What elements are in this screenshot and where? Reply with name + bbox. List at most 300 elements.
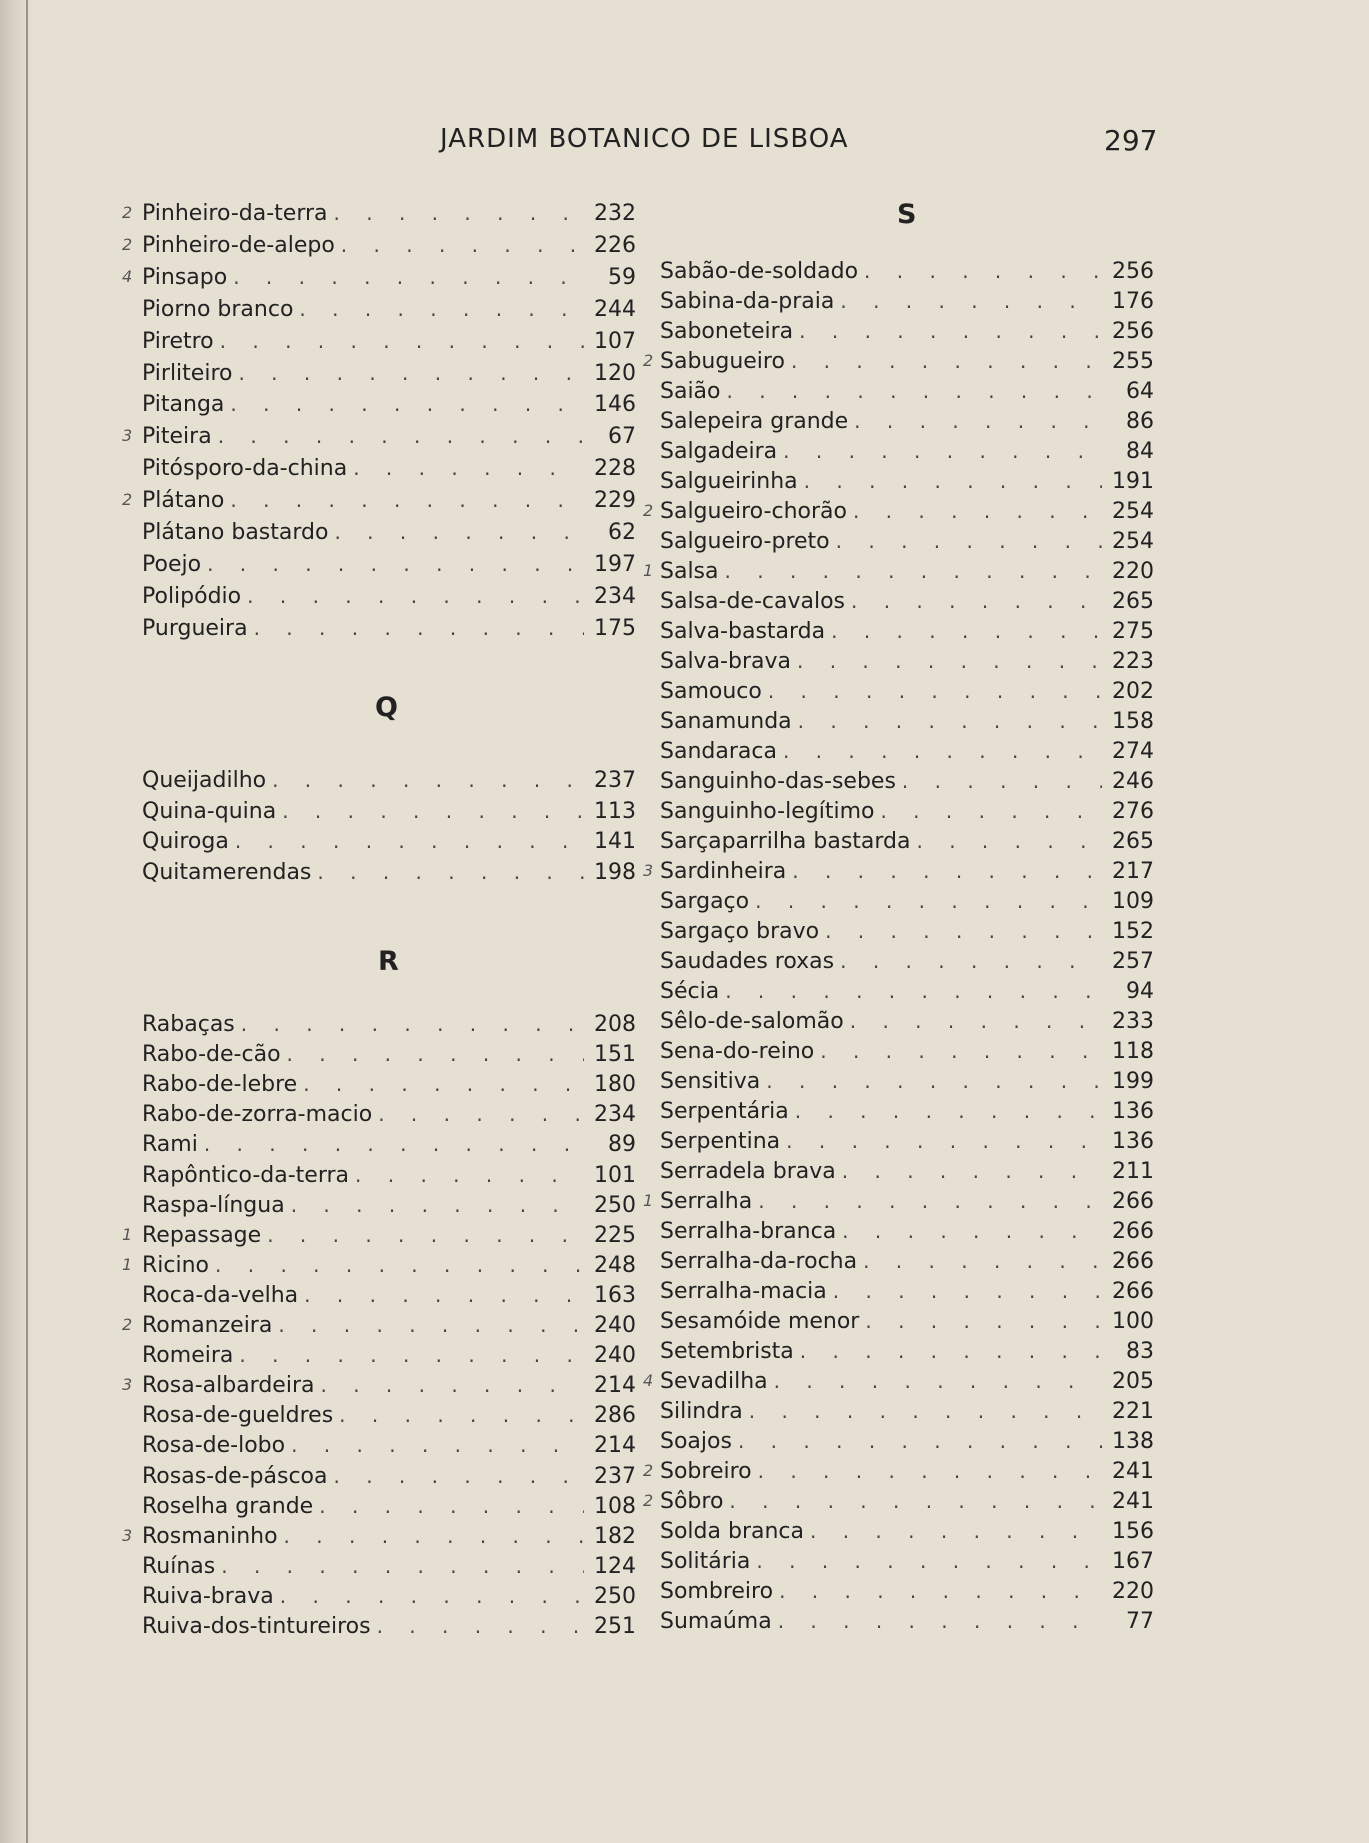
dot-leader <box>233 263 584 291</box>
index-entry <box>660 1247 1154 1275</box>
dot-leader <box>235 827 584 855</box>
entry-page-number: 226 <box>594 233 636 258</box>
entry-name: Salgueirinha <box>660 469 798 494</box>
entry-page-number: 240 <box>594 1343 636 1368</box>
entry-page-number: 118 <box>1112 1039 1154 1064</box>
index-entry <box>660 317 1154 345</box>
entry-name: Pirliteiro <box>142 361 233 386</box>
entry-name: Soajos <box>660 1429 732 1454</box>
margin-annotation: 3 <box>122 1375 133 1394</box>
dot-leader <box>854 407 1102 435</box>
entry-name: Rabaças <box>142 1012 235 1037</box>
entry-name: Sôbro <box>660 1489 724 1514</box>
index-entry <box>142 390 636 418</box>
entry-page-number: 221 <box>1112 1399 1154 1424</box>
dot-leader <box>729 1487 1102 1515</box>
dot-leader <box>247 582 584 610</box>
entry-page-number: 250 <box>594 1193 636 1218</box>
index-entry <box>142 486 636 514</box>
entry-page-number: 191 <box>1112 469 1154 494</box>
page-number: 297 <box>1104 124 1158 157</box>
entry-name: Roca-da-velha <box>142 1283 299 1308</box>
dot-leader <box>804 467 1102 495</box>
entry-name: Serpentária <box>660 1099 789 1124</box>
entry-name: Roselha grande <box>142 1494 314 1519</box>
entry-page-number: 180 <box>594 1072 636 1097</box>
entry-page-number: 64 <box>1126 379 1154 404</box>
index-entry <box>660 1277 1154 1305</box>
margin-annotation: 1 <box>643 1191 654 1210</box>
entry-name: Sécia <box>660 979 720 1004</box>
margin-annotation: 3 <box>122 426 133 445</box>
dot-leader <box>355 1161 584 1189</box>
entry-page-number: 202 <box>1112 679 1154 704</box>
dot-leader <box>378 1100 584 1128</box>
entry-name: Rabo-de-lebre <box>142 1072 298 1097</box>
entry-name: Ruínas <box>142 1554 216 1579</box>
entry-name: Ricino <box>142 1253 210 1278</box>
entry-page-number: 241 <box>1112 1459 1154 1484</box>
margin-annotation: 1 <box>643 561 654 580</box>
entry-page-number: 265 <box>1112 829 1154 854</box>
margin-annotation: 4 <box>122 267 133 286</box>
dot-leader <box>207 550 584 578</box>
index-entry <box>142 1582 636 1610</box>
dot-leader <box>304 1281 584 1309</box>
entry-name: Polipódio <box>142 584 242 609</box>
entry-name: Romeira <box>142 1343 234 1368</box>
entry-page-number: 107 <box>594 329 636 354</box>
binding-line <box>26 0 28 1843</box>
dot-leader <box>833 1277 1102 1305</box>
dot-leader <box>230 486 584 514</box>
entry-page-number: 232 <box>594 201 636 226</box>
dot-leader <box>218 422 584 450</box>
entry-page-number: 225 <box>594 1223 636 1248</box>
dot-leader <box>725 977 1102 1005</box>
index-entry <box>142 1311 636 1339</box>
section-letter-r: R <box>378 946 399 977</box>
index-entry <box>142 827 636 855</box>
entry-page-number: 211 <box>1112 1159 1154 1184</box>
index-entry <box>660 707 1154 735</box>
entry-page-number: 109 <box>1112 889 1154 914</box>
entry-name: Quitamerendas <box>142 860 312 885</box>
dot-leader <box>842 1217 1102 1245</box>
entry-page-number: 94 <box>1126 979 1154 1004</box>
dot-leader <box>353 454 584 482</box>
index-entry <box>142 518 636 546</box>
dot-leader <box>749 1397 1102 1425</box>
dot-leader <box>880 797 1102 825</box>
entry-name: Piteira <box>142 424 212 449</box>
entry-name: Rabo-de-zorra-macio <box>142 1102 373 1127</box>
entry-page-number: 138 <box>1112 1429 1154 1454</box>
index-entry <box>660 1607 1154 1635</box>
entry-name: Sobreiro <box>660 1459 752 1484</box>
dot-leader <box>864 257 1102 285</box>
entry-name: Serralha-branca <box>660 1219 837 1244</box>
entry-page-number: 86 <box>1126 409 1154 434</box>
entry-name: Sandaraca <box>660 739 777 764</box>
margin-annotation: 2 <box>643 1491 654 1510</box>
margin-annotation: 2 <box>122 490 133 509</box>
dot-leader <box>727 377 1103 405</box>
entry-page-number: 120 <box>594 361 636 386</box>
index-entry <box>660 587 1154 615</box>
entry-page-number: 101 <box>594 1163 636 1188</box>
dot-leader <box>865 1307 1102 1335</box>
dot-leader <box>836 527 1102 555</box>
entry-name: Sevadilha <box>660 1369 768 1394</box>
index-entry <box>142 1401 636 1429</box>
entry-page-number: 146 <box>594 392 636 417</box>
entry-page-number: 237 <box>594 768 636 793</box>
entry-page-number: 100 <box>1112 1309 1154 1334</box>
index-entry <box>142 1281 636 1309</box>
dot-leader <box>278 1311 584 1339</box>
entry-page-number: 240 <box>594 1313 636 1338</box>
entry-page-number: 234 <box>594 584 636 609</box>
entry-page-number: 266 <box>1112 1279 1154 1304</box>
entry-page-number: 220 <box>1112 1579 1154 1604</box>
entry-name: Rapôntico-da-terra <box>142 1163 350 1188</box>
dot-leader <box>820 1037 1102 1065</box>
entry-page-number: 251 <box>594 1614 636 1639</box>
index-entry <box>142 1221 636 1249</box>
index-entry <box>142 1612 636 1640</box>
entry-page-number: 113 <box>594 799 636 824</box>
entry-name: Sabão-de-soldado <box>660 259 859 284</box>
entry-name: Serralha-macia <box>660 1279 827 1304</box>
entry-name: Saudades roxas <box>660 949 835 974</box>
dot-leader <box>853 497 1102 525</box>
entry-page-number: 199 <box>1112 1069 1154 1094</box>
index-entry <box>660 1097 1154 1125</box>
index-entry <box>660 677 1154 705</box>
index-entry <box>142 582 636 610</box>
dot-leader <box>215 1251 584 1279</box>
entry-page-number: 266 <box>1112 1249 1154 1274</box>
index-entry <box>142 1070 636 1098</box>
entry-page-number: 108 <box>594 1494 636 1519</box>
entry-page-number: 266 <box>1112 1219 1154 1244</box>
entry-name: Setembrista <box>660 1339 794 1364</box>
margin-annotation: 2 <box>122 203 133 222</box>
entry-page-number: 229 <box>594 488 636 513</box>
dot-leader <box>840 287 1102 315</box>
entry-name: Sanamunda <box>660 709 792 734</box>
dot-leader <box>377 1612 584 1640</box>
entry-page-number: 286 <box>594 1403 636 1428</box>
dot-leader <box>850 1007 1102 1035</box>
index-entry <box>142 422 636 450</box>
entry-page-number: 208 <box>594 1012 636 1037</box>
entry-name: Sombreiro <box>660 1579 774 1604</box>
dot-leader <box>220 327 584 355</box>
entry-page-number: 234 <box>594 1102 636 1127</box>
dot-leader <box>230 390 584 418</box>
index-entry <box>142 1462 636 1490</box>
entry-page-number: 246 <box>1112 769 1154 794</box>
index-entry <box>142 1191 636 1219</box>
index-entry <box>142 263 636 291</box>
dot-leader <box>798 707 1102 735</box>
dot-leader <box>786 1127 1102 1155</box>
entry-name: Sarçaparrilha bastarda <box>660 829 911 854</box>
entry-name: Pitanga <box>142 392 225 417</box>
dot-leader <box>863 1247 1102 1275</box>
index-entry <box>660 617 1154 645</box>
entry-page-number: 182 <box>594 1524 636 1549</box>
entry-name: Saião <box>660 379 721 404</box>
page-binding-shadow <box>0 0 34 1843</box>
dot-leader <box>334 199 584 227</box>
margin-annotation: 2 <box>643 501 654 520</box>
entry-page-number: 217 <box>1112 859 1154 884</box>
index-entry <box>660 467 1154 495</box>
entry-page-number: 84 <box>1126 439 1154 464</box>
entry-page-number: 276 <box>1112 799 1154 824</box>
entry-page-number: 67 <box>608 424 636 449</box>
dot-leader <box>756 1547 1102 1575</box>
dot-leader <box>291 1431 584 1459</box>
margin-annotation: 1 <box>122 1225 133 1244</box>
entry-page-number: 254 <box>1112 499 1154 524</box>
running-header-title: JARDIM BOTANICO DE LISBOA <box>440 124 849 154</box>
entry-name: Sumaúma <box>660 1609 772 1634</box>
dot-leader <box>334 1462 585 1490</box>
entry-page-number: 136 <box>1112 1129 1154 1154</box>
entry-name: Romanzeira <box>142 1313 273 1338</box>
entry-name: Sardinheira <box>660 859 787 884</box>
dot-leader <box>917 827 1103 855</box>
margin-annotation: 2 <box>643 1461 654 1480</box>
index-entry <box>142 1161 636 1189</box>
dot-leader <box>267 1221 584 1249</box>
dot-leader <box>840 947 1102 975</box>
entry-page-number: 256 <box>1112 259 1154 284</box>
index-entry <box>660 437 1154 465</box>
index-entry <box>660 497 1154 525</box>
entry-name: Quina-quina <box>142 799 277 824</box>
margin-annotation: 1 <box>122 1255 133 1274</box>
dot-leader <box>792 857 1102 885</box>
entry-page-number: 254 <box>1112 529 1154 554</box>
index-entry <box>660 767 1154 795</box>
entry-page-number: 265 <box>1112 589 1154 614</box>
entry-name: Pinheiro-de-alepo <box>142 233 335 258</box>
entry-name: Rosa-de-gueldres <box>142 1403 334 1428</box>
entry-name: Poejo <box>142 552 202 577</box>
entry-page-number: 136 <box>1112 1099 1154 1124</box>
index-entry <box>660 647 1154 675</box>
index-entry <box>660 1037 1154 1065</box>
index-entry <box>660 947 1154 975</box>
entry-name: Rosa-albardeira <box>142 1373 315 1398</box>
entry-name: Pinsapo <box>142 265 228 290</box>
entry-page-number: 158 <box>1112 709 1154 734</box>
entry-name: Saboneteira <box>660 319 794 344</box>
entry-name: Sabugueiro <box>660 349 785 374</box>
entry-name: Sena-do-reino <box>660 1039 815 1064</box>
index-entry <box>660 1307 1154 1335</box>
index-entry <box>660 917 1154 945</box>
entry-name: Salva-brava <box>660 649 791 674</box>
index-entry <box>142 1431 636 1459</box>
entry-page-number: 266 <box>1112 1189 1154 1214</box>
dot-leader <box>768 677 1102 705</box>
index-entry <box>660 1427 1154 1455</box>
entry-name: Salgueiro-preto <box>660 529 830 554</box>
margin-annotation: 3 <box>122 1526 133 1545</box>
entry-page-number: 176 <box>1112 289 1154 314</box>
entry-name: Sargaço <box>660 889 750 914</box>
entry-name: Salgadeira <box>660 439 778 464</box>
dot-leader <box>851 587 1102 615</box>
dot-leader <box>738 1427 1102 1455</box>
dot-leader <box>842 1157 1102 1185</box>
index-entry <box>660 887 1154 915</box>
index-entry <box>142 1010 636 1038</box>
entry-page-number: 220 <box>1112 559 1154 584</box>
entry-page-number: 244 <box>594 297 636 322</box>
dot-leader <box>783 737 1102 765</box>
section-letter-s: S <box>897 199 917 230</box>
dot-leader <box>319 1492 584 1520</box>
index-entry <box>660 1217 1154 1245</box>
index-entry <box>142 614 636 642</box>
index-entry <box>660 1127 1154 1155</box>
dot-leader <box>280 1582 584 1610</box>
entry-name: Salva-bastarda <box>660 619 826 644</box>
index-entry <box>660 407 1154 435</box>
entry-name: Serpentina <box>660 1129 781 1154</box>
index-entry <box>142 1371 636 1399</box>
entry-name: Ruiva-dos-tintureiros <box>142 1614 371 1639</box>
entry-name: Rabo-de-cão <box>142 1042 281 1067</box>
entry-page-number: 250 <box>594 1584 636 1609</box>
index-entry <box>660 1577 1154 1605</box>
index-entry <box>660 1457 1154 1485</box>
index-entry <box>660 1337 1154 1365</box>
dot-leader <box>783 437 1102 465</box>
entry-page-number: 151 <box>594 1042 636 1067</box>
entry-name: Plátano bastardo <box>142 520 329 545</box>
entry-name: Sensitiva <box>660 1069 761 1094</box>
index-entry <box>660 377 1154 405</box>
index-entry <box>660 737 1154 765</box>
index-entry <box>142 359 636 387</box>
index-entry <box>660 257 1154 285</box>
index-entry <box>142 231 636 259</box>
index-entry <box>142 454 636 482</box>
entry-name: Piretro <box>142 329 214 354</box>
entry-page-number: 163 <box>594 1283 636 1308</box>
index-entry <box>660 1397 1154 1425</box>
index-entry <box>660 1517 1154 1545</box>
dot-leader <box>221 1552 584 1580</box>
dot-leader <box>254 614 584 642</box>
index-entry <box>142 327 636 355</box>
dot-leader <box>339 1401 584 1429</box>
entry-page-number: 214 <box>594 1373 636 1398</box>
index-entry <box>660 527 1154 555</box>
entry-page-number: 175 <box>594 616 636 641</box>
index-entry <box>142 1492 636 1520</box>
entry-name: Sargaço bravo <box>660 919 820 944</box>
dot-leader <box>272 766 584 794</box>
entry-page-number: 223 <box>1112 649 1154 674</box>
entry-page-number: 59 <box>608 265 636 290</box>
entry-name: Rosas-de-páscoa <box>142 1464 328 1489</box>
index-entry <box>660 1547 1154 1575</box>
entry-page-number: 141 <box>594 829 636 854</box>
dot-leader <box>800 1337 1102 1365</box>
entry-page-number: 275 <box>1112 619 1154 644</box>
dot-leader <box>902 767 1102 795</box>
dot-leader <box>287 1040 584 1068</box>
entry-page-number: 214 <box>594 1433 636 1458</box>
entry-page-number: 205 <box>1112 1369 1154 1394</box>
entry-name: Serradela brava <box>660 1159 836 1184</box>
entry-page-number: 83 <box>1126 1339 1154 1364</box>
entry-name: Silindra <box>660 1399 743 1424</box>
dot-leader <box>779 1577 1102 1605</box>
entry-name: Serralha-da-rocha <box>660 1249 858 1274</box>
entry-name: Raspa-língua <box>142 1193 285 1218</box>
dot-leader <box>239 1341 584 1369</box>
dot-leader <box>778 1607 1102 1635</box>
entry-page-number: 89 <box>608 1132 636 1157</box>
dot-leader <box>791 347 1102 375</box>
index-entry <box>660 347 1154 375</box>
entry-page-number: 77 <box>1126 1609 1154 1634</box>
dot-leader <box>320 1371 584 1399</box>
index-entry <box>660 287 1154 315</box>
entry-name: Salgueiro-chorão <box>660 499 847 524</box>
dot-leader <box>238 359 584 387</box>
entry-name: Sesamóide menor <box>660 1309 860 1334</box>
dot-leader <box>766 1067 1102 1095</box>
dot-leader <box>282 797 584 825</box>
dot-leader <box>758 1457 1102 1485</box>
entry-name: Sanguinho-legítimo <box>660 799 875 824</box>
index-entry <box>660 1157 1154 1185</box>
entry-name: Sanguinho-das-sebes <box>660 769 896 794</box>
dot-leader <box>799 317 1102 345</box>
index-entry <box>142 1040 636 1068</box>
entry-name: Plátano <box>142 488 225 513</box>
index-entry <box>142 1100 636 1128</box>
entry-name: Repassage <box>142 1223 262 1248</box>
dot-leader <box>810 1517 1102 1545</box>
dot-leader <box>284 1522 584 1550</box>
entry-page-number: 233 <box>1112 1009 1154 1034</box>
index-entry <box>660 1067 1154 1095</box>
dot-leader <box>725 557 1102 585</box>
index-entry <box>142 199 636 227</box>
entry-name: Pinheiro-da-terra <box>142 201 328 226</box>
dot-leader <box>795 1097 1102 1125</box>
index-entry <box>660 827 1154 855</box>
entry-name: Rosmaninho <box>142 1524 278 1549</box>
entry-name: Salsa <box>660 559 719 584</box>
entry-page-number: 241 <box>1112 1489 1154 1514</box>
entry-name: Sêlo-de-salomão <box>660 1009 844 1034</box>
dot-leader <box>317 858 584 886</box>
entry-page-number: 198 <box>594 860 636 885</box>
